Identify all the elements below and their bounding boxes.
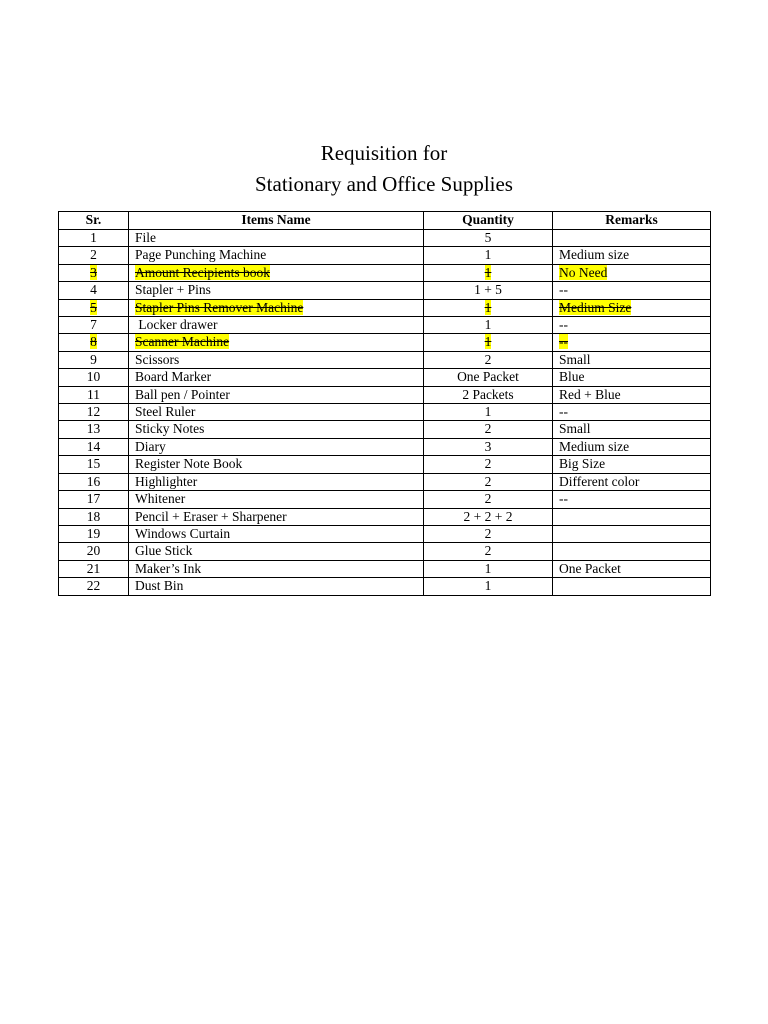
cell-item-name-text: Windows Curtain [135, 525, 231, 541]
requisition-table [58, 211, 711, 596]
table-row [59, 317, 711, 334]
cell-remarks-text: One Packet [559, 560, 621, 576]
cell-sr-text: 16 [86, 473, 101, 489]
cell-item-name [129, 282, 424, 299]
cell-sr [59, 578, 129, 595]
table-row [59, 334, 711, 351]
cell-sr [59, 438, 129, 455]
cell-sr-text: 9 [90, 351, 97, 367]
cell-sr [59, 230, 129, 247]
cell-quantity-text: 1 [484, 317, 492, 333]
cell-item-name-text: Diary [135, 438, 166, 454]
cell-sr [59, 456, 129, 473]
cell-quantity [424, 508, 553, 525]
cell-quantity-text: 1 + 5 [474, 282, 502, 298]
cell-item-name [129, 525, 424, 542]
cell-remarks [553, 351, 711, 368]
cell-remarks-text: Blue [559, 369, 585, 385]
cell-quantity [424, 543, 553, 560]
cell-sr [59, 473, 129, 490]
cell-remarks-text: Red + Blue [559, 386, 621, 402]
cell-item-name [129, 543, 424, 560]
cell-sr [59, 247, 129, 264]
table-row [59, 230, 711, 247]
cell-quantity-text: 1 [484, 299, 492, 315]
cell-quantity [424, 230, 553, 247]
cell-remarks [553, 386, 711, 403]
cell-remarks [553, 508, 711, 525]
cell-item-name [129, 264, 424, 281]
table-row [59, 299, 711, 316]
cell-item-name-text: Board Marker [135, 369, 212, 385]
cell-item-name [129, 247, 424, 264]
cell-item-name-text: Whitener [135, 491, 186, 507]
cell-sr [59, 386, 129, 403]
cell-remarks [553, 404, 711, 421]
cell-remarks-text: -- [559, 491, 568, 507]
cell-item-name [129, 421, 424, 438]
cell-remarks-text: -- [559, 404, 568, 420]
cell-quantity [424, 386, 553, 403]
table-header-row [59, 212, 711, 230]
cell-sr [59, 560, 129, 577]
cell-remarks-text: Different color [559, 473, 640, 489]
cell-quantity-text: 2 Packets [462, 386, 514, 402]
cell-remarks-text: No Need [559, 264, 608, 280]
cell-remarks-text: Medium size [559, 438, 630, 454]
table-row [59, 543, 711, 560]
cell-item-name-text: Amount Recipients book [135, 264, 270, 280]
cell-quantity-text: 1 [484, 264, 492, 280]
cell-item-name-text: Page Punching Machine [135, 247, 267, 263]
cell-item-name-text: Stapler + Pins [135, 282, 211, 298]
table-row [59, 264, 711, 281]
cell-sr-text: 20 [86, 543, 101, 559]
cell-sr-text: 3 [90, 264, 97, 280]
cell-remarks [553, 578, 711, 595]
cell-sr [59, 334, 129, 351]
cell-quantity-text: 3 [484, 438, 492, 454]
cell-remarks [553, 317, 711, 334]
cell-quantity [424, 438, 553, 455]
cell-remarks [553, 334, 711, 351]
cell-item-name-text: Stapler Pins Remover Machine [135, 299, 304, 315]
cell-sr [59, 351, 129, 368]
cell-item-name-text: Highlighter [135, 473, 198, 489]
cell-remarks [553, 230, 711, 247]
title-line-2: Stationary and Office Supplies [255, 172, 513, 196]
cell-item-name [129, 491, 424, 508]
cell-quantity-text: 2 [484, 456, 492, 472]
cell-quantity-text: 2 [484, 421, 492, 437]
cell-sr-text: 11 [87, 386, 100, 402]
cell-remarks [553, 543, 711, 560]
table-row [59, 369, 711, 386]
table-row [59, 351, 711, 368]
table-row [59, 421, 711, 438]
cell-sr-text: 10 [86, 369, 101, 385]
cell-remarks-text: Big Size [559, 456, 606, 472]
cell-sr-text: 18 [86, 508, 101, 524]
cell-sr [59, 508, 129, 525]
cell-item-name [129, 438, 424, 455]
cell-sr-text: 8 [90, 334, 97, 350]
table-row [59, 473, 711, 490]
cell-item-name [129, 456, 424, 473]
cell-item-name [129, 230, 424, 247]
cell-item-name [129, 317, 424, 334]
cell-item-name [129, 578, 424, 595]
cell-remarks [553, 456, 711, 473]
cell-item-name-text: Register Note Book [135, 456, 243, 472]
cell-sr-text: 4 [90, 282, 97, 298]
cell-remarks-text: -- [559, 317, 568, 333]
cell-sr-text: 15 [86, 456, 101, 472]
cell-sr-text: 21 [86, 560, 101, 576]
table-row [59, 560, 711, 577]
cell-quantity [424, 404, 553, 421]
cell-sr [59, 317, 129, 334]
cell-remarks [553, 264, 711, 281]
cell-remarks [553, 421, 711, 438]
cell-item-name [129, 334, 424, 351]
cell-quantity-text: 1 [484, 404, 492, 420]
table-row [59, 282, 711, 299]
cell-sr-text: 17 [86, 491, 101, 507]
cell-remarks-text: Small [559, 351, 591, 367]
cell-item-name-text: Dust Bin [135, 578, 184, 594]
cell-remarks [553, 247, 711, 264]
cell-sr [59, 491, 129, 508]
cell-item-name [129, 404, 424, 421]
cell-item-name-text: Sticky Notes [135, 421, 205, 437]
cell-quantity [424, 247, 553, 264]
cell-remarks-text: Medium Size [559, 299, 632, 315]
cell-item-name [129, 299, 424, 316]
cell-quantity [424, 264, 553, 281]
cell-quantity [424, 473, 553, 490]
cell-quantity [424, 369, 553, 386]
cell-sr-text: 2 [90, 247, 97, 263]
cell-quantity-text: 2 [484, 543, 492, 559]
cell-quantity [424, 317, 553, 334]
cell-remarks-text: Small [559, 421, 591, 437]
header-remarks: Remarks [553, 212, 711, 230]
cell-item-name [129, 369, 424, 386]
cell-sr-text: 5 [90, 299, 97, 315]
cell-sr [59, 369, 129, 386]
cell-quantity-text: 2 [484, 473, 492, 489]
cell-item-name [129, 560, 424, 577]
cell-sr-text: 19 [86, 525, 101, 541]
cell-item-name-text: Steel Ruler [135, 404, 196, 420]
cell-item-name-text: Scissors [135, 351, 180, 367]
document-title [0, 138, 768, 200]
cell-quantity [424, 299, 553, 316]
cell-quantity [424, 491, 553, 508]
cell-item-name [129, 351, 424, 368]
cell-quantity-text: One Packet [457, 369, 519, 385]
table-row [59, 456, 711, 473]
cell-remarks [553, 282, 711, 299]
cell-sr [59, 421, 129, 438]
cell-item-name-text: Glue Stick [135, 543, 193, 559]
cell-quantity-text: 5 [484, 230, 492, 245]
table-row [59, 491, 711, 508]
cell-quantity [424, 525, 553, 542]
cell-item-name [129, 473, 424, 490]
cell-quantity [424, 282, 553, 299]
cell-remarks [553, 525, 711, 542]
cell-remarks-text: Medium size [559, 247, 630, 263]
cell-sr [59, 299, 129, 316]
cell-item-name-text: Scanner Machine [135, 334, 230, 350]
cell-sr-text: 1 [90, 230, 97, 245]
cell-remarks [553, 560, 711, 577]
cell-quantity-text: 2 + 2 + 2 [463, 508, 513, 524]
cell-item-name [129, 386, 424, 403]
cell-item-name-text: Pencil + Eraser + Sharpener [135, 508, 287, 524]
table-body [59, 230, 711, 596]
cell-sr [59, 282, 129, 299]
cell-quantity [424, 351, 553, 368]
cell-quantity-text: 1 [484, 578, 492, 594]
table-row [59, 525, 711, 542]
table-row [59, 578, 711, 595]
cell-item-name-text: Locker drawer [135, 317, 218, 333]
cell-sr-text: 22 [86, 578, 101, 594]
cell-item-name-text: Ball pen / Pointer [135, 386, 230, 402]
cell-quantity [424, 334, 553, 351]
table-row [59, 404, 711, 421]
cell-item-name-text: Maker’s Ink [135, 560, 202, 576]
header-sr: Sr. [59, 212, 129, 230]
cell-quantity-text: 2 [484, 351, 492, 367]
cell-remarks [553, 299, 711, 316]
cell-sr [59, 264, 129, 281]
cell-quantity-text: 1 [484, 334, 492, 350]
table-row [59, 508, 711, 525]
cell-quantity-text: 2 [484, 491, 492, 507]
cell-sr-text: 13 [86, 421, 101, 437]
cell-item-name-text: File [135, 230, 157, 245]
cell-quantity-text: 2 [484, 525, 492, 541]
cell-sr [59, 404, 129, 421]
cell-quantity-text: 1 [484, 247, 492, 263]
table-row [59, 386, 711, 403]
cell-item-name [129, 508, 424, 525]
cell-sr [59, 543, 129, 560]
cell-remarks [553, 438, 711, 455]
header-quantity: Quantity [424, 212, 553, 230]
cell-sr-text: 14 [86, 438, 101, 454]
cell-sr-text: 12 [86, 404, 101, 420]
cell-sr-text: 7 [90, 317, 97, 333]
cell-remarks [553, 491, 711, 508]
cell-quantity [424, 456, 553, 473]
header-items-name: Items Name [129, 212, 424, 230]
table-row [59, 438, 711, 455]
cell-remarks-text: -- [559, 282, 568, 298]
cell-sr [59, 525, 129, 542]
table-row [59, 247, 711, 264]
cell-remarks [553, 369, 711, 386]
title-line-1: Requisition for [320, 141, 448, 165]
cell-quantity [424, 578, 553, 595]
cell-quantity [424, 421, 553, 438]
cell-quantity [424, 560, 553, 577]
cell-remarks [553, 473, 711, 490]
cell-quantity-text: 1 [484, 560, 492, 576]
cell-remarks-text: -- [559, 334, 568, 350]
